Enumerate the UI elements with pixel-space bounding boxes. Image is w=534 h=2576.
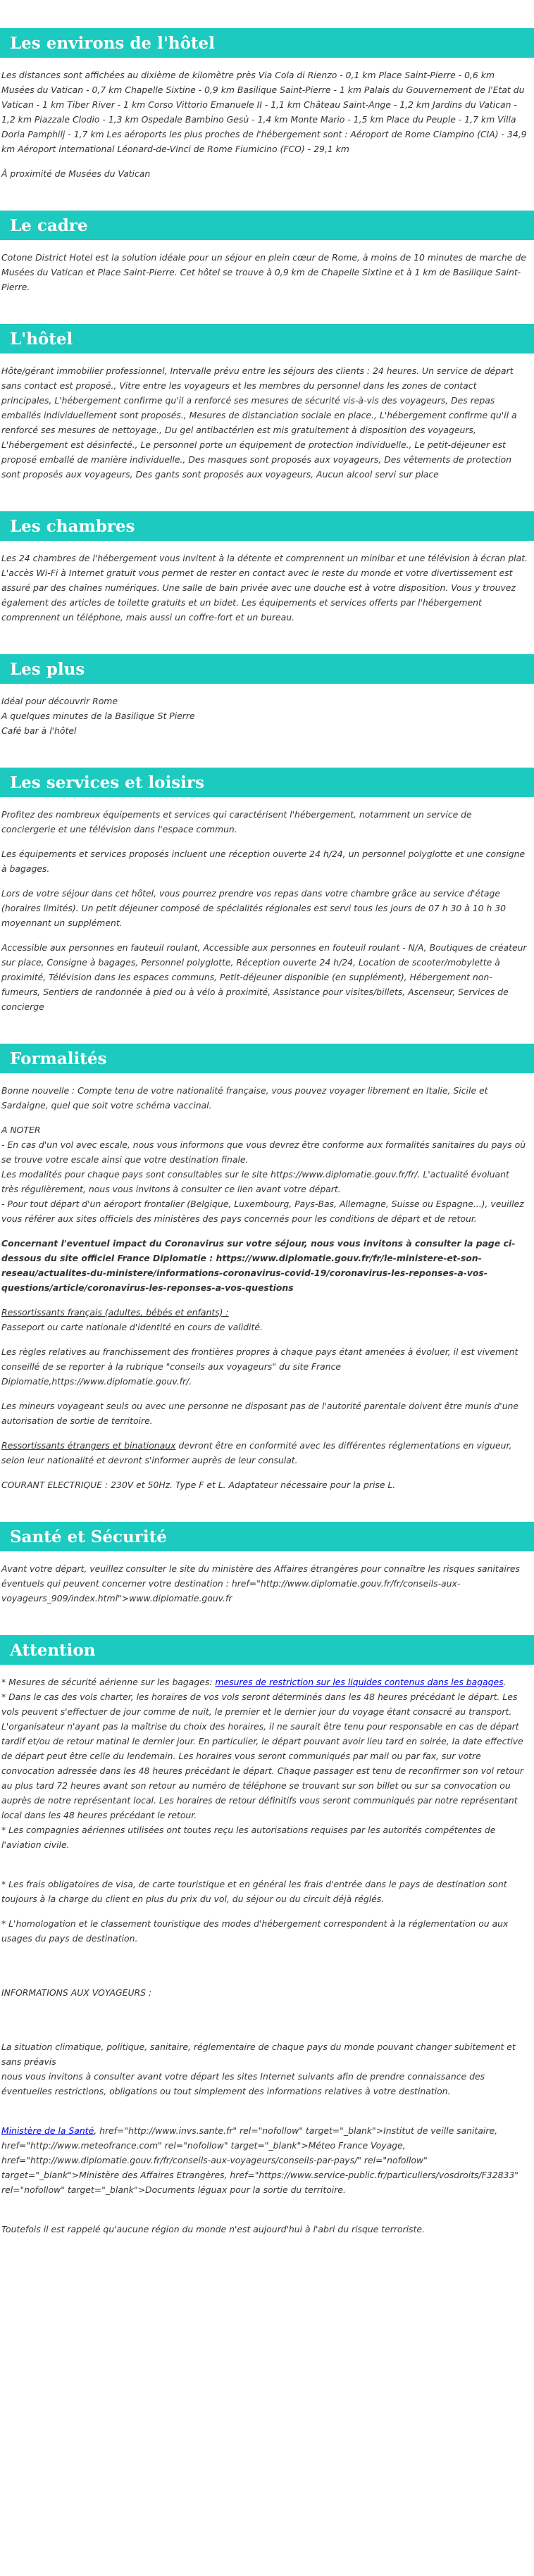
charter-flights-text: * Dans le cas des vols charter, les horaires de vos vols seront déterminés dans les 48 heures précédant le départ. Les vols peuvent s'effectuer de jour comme de nuit, le premier et le dernier jour du voyage étant consacré au transport. L'organisateur n'ayant pas la maîtrise du choix des horaires, il ne saurait être tenu pour responsable en cas de départ tardif et/ou de retour matinal le dernier jour. En particulier, le départ pouvant avoir lieu tard en soirée, la date effective de départ peut être celle du lendemain. Les horaires vous seront communiqués par mail ou par fax, sur votre convocation adressée dans les 48 heures précédant le départ. Chaque passager est tenu de reconfirmer son vol retour au plus tard 72 heures avant son retour au numéro de téléphone se trouvant sur son billet ou sur sa convocation ou auprès de notre représentant local. Les horaires de retour définitifs vous seront communiqués par notre représentant local dans les 48 heures précédant le retour. xyxy=(1,1692,524,1820)
section-content xyxy=(0,68,534,181)
french-nationals-text: Passeport ou carte nationale d'identité en cours de validité. xyxy=(1,1322,263,1332)
hotel-text: Hôte/gérant immobilier professionnel, Intervalle prévu entre les séjours des clients : 24 heures. Un service de départ sans contact est proposé., Vitre entre les voyageurs et les membres du personnel dans les zones de contact principales, L'hébergement confirme qu'il a renforcé ses mesures de sécurité vis-à-vis des voyageurs, Des repas emballés individuellement sont proposés., Mesures de distanciation sociale en place., L'hébergement confirme qu'il a renforcé ses mesures de nettoyage., Du gel antibactérien est mis gratuitement à disposition des voyageurs, L'hébergement est désinfecté., Le personnel porte un équipement de protection individuelle., Le petit-déjeuner est proposé emballé de manière individuelle., Des masques sont proposés aux voyageurs, Des vêtements de protection sont proposés aux voyageurs, Des gants sont proposés aux voyageurs, Aucun alcool servi sur place xyxy=(1,365,517,480)
situation-text: La situation climatique, politique, sanitaire, réglementaire de chaque pays du monde pouvant changer subitement et sans préavis xyxy=(1,2042,516,2067)
coronavirus-notice: Concernant l'eventuel impact du Coronavirus sur votre séjour, nous vous invitons à consulter la page ci-dessous du site officiel France Diplomatie : https://www.diplomatie.gouv.fr/fr/le-ministere-et-son-reseau/actualites-du-ministere/informations-coronavirus-covid-19/coronavirus-les-reponses-a-vos-questions/article/coronavirus-les-reponses-a-vos-questions xyxy=(1,1238,516,1293)
section-formalites xyxy=(0,1044,534,1492)
liquids-restriction-link[interactable]: mesures de restriction sur les liquides contenus dans les bagages xyxy=(215,1677,504,1687)
section-hotel xyxy=(0,324,534,482)
noter-item: - Pour tout départ d'un aéroport frontalier (Belgique, Luxembourg, Pays-Bas, Allemagne, Suisse ou Espagne...), veuillez vous référer aux sites officiels des ministères des pays concernés pour les conditions de départ et de retour. xyxy=(1,1199,524,1224)
spacer xyxy=(1,2010,528,2039)
section-title: Santé et Sécurité xyxy=(0,1522,534,1551)
spacer xyxy=(1,2108,528,2123)
plus-item: Idéal pour découvrir Rome xyxy=(1,696,118,706)
chambres-text: Les 24 chambres de l'hébergement vous invitent à la détente et comprennent un minibar et une télévision à écran plat. L'accès Wi-Fi à Internet gratuit vous permet de rester en contact avec le reste du monde et votre divertissement est assuré par des chaînes numériques. Une salle de bain privée avec une douche est à votre disposition. Vous y trouvez également des articles de toilette gratuits et un bidet. Les équipements et services offerts par l'hébergement comprennent un téléphone, mais aussi un coffre-fort et un bureau. xyxy=(1,553,528,623)
baggage-suffix: . xyxy=(503,1677,507,1687)
french-nationals-heading: Ressortissants français (adultes, bébés et enfants) : xyxy=(1,1307,229,1318)
section-content xyxy=(0,250,534,294)
section-environs xyxy=(0,28,534,181)
health-ministry-link[interactable]: Ministère de la Santé xyxy=(1,2125,94,2136)
section-plus xyxy=(0,654,534,738)
electric-current-text: COURANT ELECTRIQUE : 230V et 50Hz. Type F et L. Adaptateur nécessaire pour la prise L. xyxy=(1,1480,396,1490)
baggage-prefix: * Mesures de sécurité aérienne sur les bagages: xyxy=(1,1677,216,1687)
section-title: Les chambres xyxy=(0,511,534,541)
spacer xyxy=(1,1862,528,1877)
traveler-info-heading: INFORMATIONS AUX VOYAGEURS : xyxy=(1,1987,152,1998)
section-chambres xyxy=(0,511,534,625)
noter-item: Les modalités pour chaque pays sont consultables sur le site https://www.diplomatie.gouv.fr/fr/. L'actualité évoluant très régulièrement, nous vous invitons à consulter ce lien avant votre départ. xyxy=(1,1169,509,1194)
formalites-intro: Bonne nouvelle : Compte tenu de votre nationalité française, vous pouvez voyager librement en Italie, Sicile et Sardaigne, quel que soit votre schéma vaccinal. xyxy=(1,1085,488,1111)
section-title: Le cadre xyxy=(0,211,534,240)
foreign-nationals-text xyxy=(1,1438,528,1468)
section-cadre xyxy=(0,211,534,294)
section-title: Attention xyxy=(0,1635,534,1665)
foreign-nationals-heading: Ressortissants étrangers et binationaux xyxy=(1,1440,176,1451)
minors-text: Les mineurs voyageant seuls ou avec une personne ne disposant pas de l'autorité parentale doivent être munis d'une autorisation de sortie de territoire. xyxy=(1,1401,519,1426)
section-title: Les services et loisirs xyxy=(0,768,534,797)
section-content xyxy=(0,1675,534,2237)
section-sante xyxy=(0,1522,534,1606)
plus-item: Café bar à l'hôtel xyxy=(1,725,77,736)
section-content xyxy=(0,551,534,625)
baggage-security-text xyxy=(1,1675,528,1689)
visa-fees-text: * Les frais obligatoires de visa, de carte touristique et en général les frais d'entrée dans le pays de destination sont toujours à la charge du client en plus du prix du vol, du séjour ou du circuit déjà réglés. xyxy=(1,1879,507,1904)
services-paragraph: Profitez des nombreux équipements et services qui caractérisent l'hébergement, notamment un service de conciergerie et une télévision dans l'espace commun. xyxy=(1,809,472,834)
plus-item: A quelques minutes de la Basilique St Pierre xyxy=(1,711,195,721)
section-attention xyxy=(0,1635,534,2237)
section-content xyxy=(0,694,534,738)
foreign-nationals-body: devront être en conformité avec les différentes réglementations en vigueur, selon leur nationalité et devront s'informer auprès de leur consulat. xyxy=(1,1440,512,1465)
terrorism-text: Toutefois il est rappelé qu'aucune région du monde n'est aujourd'hui à l'abri du risque terroriste. xyxy=(1,2224,425,2234)
section-title: Les plus xyxy=(0,654,534,684)
proximity-text: À proximité de Musées du Vatican xyxy=(1,168,151,179)
services-paragraph: Les équipements et services proposés incluent une réception ouverte 24 h/24, un personnel polyglotte et une consigne à bagages. xyxy=(1,849,526,874)
sante-text: Avant votre départ, veuillez consulter le site du ministère des Affaires étrangères pour connaître les risques sanitaires éventuels qui peuvent concerner votre destination : href="http://www.diplomatie.gouv.fr/fr/conseils-aux-voyageurs_909/index.html">www.diplomatie.gouv.fr xyxy=(1,1563,520,1603)
section-title: Formalités xyxy=(0,1044,534,1073)
airlines-text: * Les compagnies aériennes utilisées ont toutes reçu les autorisations requises par les autorités compétentes de l'aviation civile. xyxy=(1,1825,496,1850)
spacer xyxy=(1,2207,528,2222)
section-content xyxy=(0,1561,534,1606)
section-content xyxy=(0,1083,534,1492)
cadre-text: Cotone District Hotel est la solution idéale pour un séjour en plein cœur de Rome, à moins de 10 minutes de marche de Musées du Vatican et Place Saint-Pierre. Cet hôtel se trouve à 0,9 km de Chapelle Sixtine et à 1 km de Basilique Saint-Pierre. xyxy=(1,252,526,292)
official-sites-text xyxy=(1,2123,528,2197)
noter-heading: A NOTER xyxy=(1,1125,41,1135)
section-title: Les environs de l'hôtel xyxy=(0,28,534,58)
invite-text: nous vous invitons à consulter avant votre départ les sites Internet suivants afin de prendre connaissance des éventuelles restrictions, obligations ou tout simplement des informations relatives à votre destination. xyxy=(1,2071,485,2096)
spacer xyxy=(1,1956,528,1985)
services-paragraph: Accessible aux personnes en fauteuil roulant, Accessible aux personnes en fouteuil roulant - N/A, Boutiques de créateur sur place, Consigne à bagages, Personnel polyglotte, Réception ouverte 24 h/24, Location de scooter/mobylette à proximité, Télévision dans les espaces communs, Petit-déjeuner disponible (en supplément), Hébergement non-fumeurs, Sentiers de randonnée à pied ou à vélo à proximité, Assistance pour visites/billets, Ascenseur, Services de concierge xyxy=(1,942,527,1012)
section-services xyxy=(0,768,534,1014)
environs-text: Les distances sont affichées au dixième de kilomètre près Via Cola di Rienzo - 0,1 km Place Saint-Pierre - 0,6 km Musées du Vatican - 0,7 km Chapelle Sixtine - 0,9 km Basilique Saint-Pierre - 1 km Palais du Gouvernement de l'Etat du Vatican - 1 km Tiber River - 1 km Corso Vittorio Emanuele II - 1,1 km Château Saint-Ange - 1,2 km Jardins du Vatican - 1,2 km Piazzale Clodio - 1,3 km Ospedale Bambino Gesù - 1,4 km Monte Mario - 1,5 km Place du Peuple - 1,7 km Villa Doria Pamphilj - 1,7 km Les aéroports les plus proches de l'hébergement sont : Aéroport de Rome Ciampino (CIA) - 34,9 km Aéroport international Léonard-de-Vinci de Rome Fiumicino (FCO) - 29,1 km xyxy=(1,70,527,154)
noter-item: - En cas d'un vol avec escale, nous vous informons que vous devrez être conforme aux formalités sanitaires du pays où se trouve votre escale ainsi que votre destination finale. xyxy=(1,1139,526,1165)
section-content xyxy=(0,807,534,1014)
homologation-text: * L'homologation et le classement touristique des modes d'hébergement correspondent à la réglementation ou aux usages du pays de destination. xyxy=(1,1918,509,1944)
border-rules-text: Les règles relatives au franchissement des frontières propres à chaque pays étant amenées à évoluer, il est vivement conseillé de se reporter à la rubrique "conseils aux voyageurs" du site France Diplomatie,https://www.diplomatie.gouv.fr/. xyxy=(1,1346,519,1387)
section-content xyxy=(0,363,534,482)
official-sites-rest: , href="http://www.invs.sante.fr" rel="nofollow" target="_blank">Institut de veille sanitaire, href="http://www.meteofrance.com" rel="nofollow" target="_blank">Méteo France Voyage, href="http://www.diplomatie.gouv.fr/fr/conseils-aux-voyageurs/conseils-par-pays/" rel="nofollow" target="_blank">Ministère des Affaires Etrangères, href="https://www.service-public.fr/particuliers/vosdroits/F32833" rel="nofollow" target="_blank">Documents léguax pour la sortie du territoire. xyxy=(1,2125,519,2195)
services-paragraph: Lors de votre séjour dans cet hôtel, vous pourrez prendre vos repas dans votre chambre grâce au service d'étage (horaires limités). Un petit déjeuner composé de spécialités régionales est servi tous les jours de 07 h 30 à 10 h 30 moyennant un supplément. xyxy=(1,888,507,928)
section-title: L'hôtel xyxy=(0,324,534,354)
